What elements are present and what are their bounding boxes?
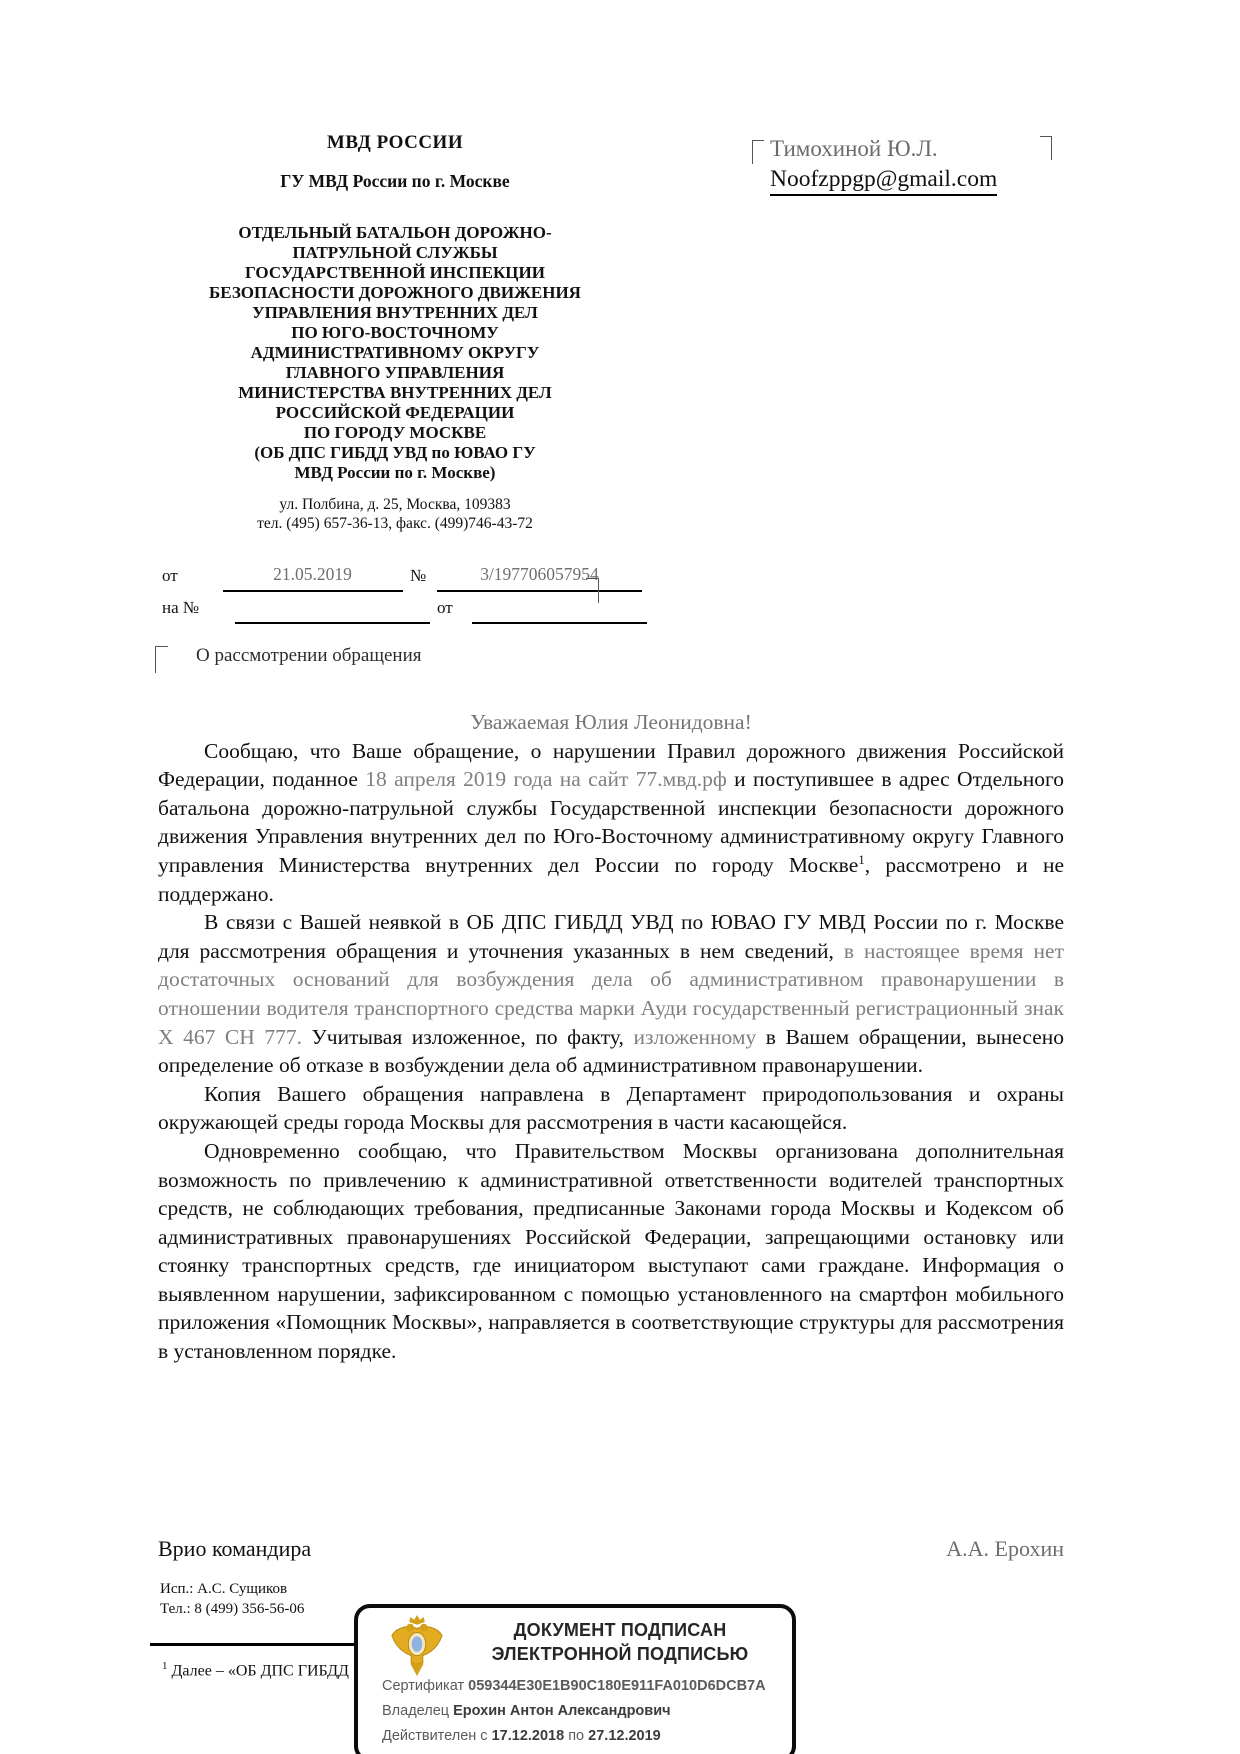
- paragraph: Сообщаю, что Ваше обращение, о нарушении Правил дорожного движения Российской Федерации, поданное 18 апреля 2019 года на сайт 77.мвд.рф и поступившее в адрес Отдельного батальона дорожно-патрульной службы Государственной инспекции безопасности дорожного движения Управления внутренних дел по Юго-Восточному административному округу Главного управления Министерства внутренних дел России по городу Москве$^1$, рассмотрено и не поддержано.: [158, 738, 1064, 906]
- ref-from-label: от: [162, 566, 178, 585]
- sender-unit-line: РОССИЙСКОЙ ФЕДЕРАЦИИ: [275, 403, 515, 422]
- subject-corner-right-mark: [586, 578, 599, 603]
- stamp-title-line2: ЭЛЕКТРОННОЙ ПОДПИСЬЮ: [491, 1644, 749, 1664]
- sender-header: [148, 132, 642, 533]
- stamp-owner-value: Ерохин Антон Александрович: [453, 1703, 671, 1719]
- executor-name: Исп.: А.С. Сущиков: [160, 1581, 288, 1597]
- signature-position: Врио командира: [158, 1536, 312, 1561]
- body-paragraphs: [158, 737, 1064, 1366]
- ref-date-value: 21.05.2019: [273, 564, 352, 584]
- sender-unit-line: ПО ЮГО-ВОСТОЧНОМУ: [291, 323, 499, 342]
- footnote-separator: [150, 1643, 362, 1646]
- executor-block: [160, 1580, 304, 1619]
- ref-reply-underline: [235, 622, 430, 624]
- stamp-info: [382, 1674, 782, 1749]
- stamp-title-line1: ДОКУМЕНТ ПОДПИСАН: [513, 1620, 727, 1640]
- executor-phone: Тел.: 8 (499) 356-56-06: [160, 1600, 305, 1617]
- sender-unit-line: ГОСУДАРСТВЕННОЙ ИНСПЕКЦИИ: [245, 263, 545, 282]
- stamp-valid-from: 17.12.2018: [491, 1728, 565, 1744]
- subject-corner-left-mark: [155, 646, 168, 673]
- subject-line: О рассмотрении обращения: [196, 645, 422, 666]
- sender-unit-line: ГЛАВНОГО УПРАВЛЕНИЯ: [285, 363, 505, 382]
- stamp-certificate-value: 059344E30E1B90C180E911FA010D6DCB7A: [468, 1678, 766, 1694]
- electronic-signature-stamp: [354, 1604, 796, 1754]
- ref-reply-from-underline: [472, 622, 647, 624]
- mvd-eagle-emblem-icon: [388, 1614, 446, 1678]
- recipient-name: Тимохиной Ю.Л.: [770, 136, 938, 161]
- ref-date-underline: [223, 590, 403, 592]
- sender-directorate: ГУ МВД России по г. Москве: [280, 171, 510, 191]
- stamp-valid-to-label: по: [564, 1728, 589, 1744]
- sender-address-line1: ул. Полбина, д. 25, Москва, 109383: [279, 496, 511, 513]
- sender-unit-line: АДМИНИСТРАТИВНОМУ ОКРУГУ: [250, 343, 540, 362]
- ref-reply-label: на №: [162, 598, 200, 617]
- sender-address: [148, 496, 642, 533]
- sender-unit-line: ПО ГОРОДУ МОСКВЕ: [303, 423, 487, 442]
- sender-address-line2: тел. (495) 657-36-13, факс. (499)746-43-72: [257, 514, 533, 532]
- letter-body: [158, 708, 1064, 1366]
- sender-unit-line: ПАТРУЛЬНОЙ СЛУЖБЫ: [292, 243, 498, 262]
- stamp-validity-line: [382, 1724, 782, 1749]
- recipient-email: Noofzppgp@gmail.com: [770, 166, 997, 196]
- signature-name: А.А. Ерохин: [946, 1536, 1064, 1561]
- footnote-marker: 1: [162, 1660, 168, 1672]
- signature-row: [158, 1536, 1064, 1562]
- stamp-title: [462, 1618, 778, 1666]
- ref-reply-from-label: от: [437, 598, 453, 617]
- sender-unit-name: [148, 223, 642, 483]
- paragraph: Копия Вашего обращения направлена в Департамент природопользования и охраны окружающей среды города Москвы для рассмотрения в части касающейся.: [158, 1081, 1064, 1135]
- sender-unit-line: УПРАВЛЕНИЯ ВНУТРЕННИХ ДЕЛ: [252, 303, 538, 322]
- paragraph: В связи с Вашей неявкой в ОБ ДПС ГИБДД УВД по ЮВАО ГУ МВД России по г. Москве для рассмотрения обращения и уточнения указанных в нем сведений, в настоящее время нет достаточных оснований для возбуждения дела об административном правонарушении в отношении водителя транспортного средства марки Ауди государственный регистрационный знак Х 467 СН 777. Учитывая изложенное, по факту, изложенному в Вашем обращении, вынесено определение об отказе в возбуждении дела об административном правонарушении.: [158, 910, 1064, 1078]
- sender-unit-line: ОТДЕЛЬНЫЙ БАТАЛЬОН ДОРОЖНО-: [238, 223, 552, 242]
- salutation: Уважаемая Юлия Леонидовна!: [470, 710, 752, 734]
- recipient-corner-left-mark: [752, 140, 764, 164]
- footnote-text: Далее – «ОБ ДПС ГИБДД: [167, 1662, 349, 1680]
- ref-number-underline: [437, 590, 642, 592]
- stamp-certificate-line: [382, 1674, 782, 1699]
- stamp-owner-label: Владелец: [382, 1703, 454, 1719]
- ref-number-label: №: [410, 566, 427, 585]
- stamp-owner-line: [382, 1699, 782, 1724]
- stamp-certificate-label: Сертификат: [382, 1678, 469, 1694]
- ref-number-value: 3/197706057954: [480, 564, 599, 584]
- sender-ministry: МВД РОССИИ: [326, 132, 464, 153]
- stamp-valid-prefix: Действителен с: [382, 1728, 492, 1744]
- sender-unit-line: (ОБ ДПС ГИБДД УВД по ЮВАО ГУ: [254, 443, 536, 462]
- stamp-valid-to: 27.12.2019: [588, 1728, 661, 1744]
- sender-unit-line: МВД России по г. Москве): [294, 463, 496, 482]
- recipient-corner-right-mark: [1040, 136, 1052, 160]
- sender-unit-line: БЕЗОПАСНОСТИ ДОРОЖНОГО ДВИЖЕНИЯ: [209, 283, 581, 302]
- footnote: [162, 1660, 349, 1680]
- sender-unit-line: МИНИСТЕРСТВА ВНУТРЕННИХ ДЕЛ: [238, 383, 552, 402]
- paragraph: Одновременно сообщаю, что Правительством Москвы организована дополнительная возможность по привлечению к административной ответственности водителей транспортных средств, не соблюдающих требования, предписанные Законами города Москвы и Кодексом об административных правонарушениях Российской Федерации, запрещающими остановку или стоянку транспортных средств, где инициатором выступают сами граждане. Информация о выявленном нарушении, зафиксированном с помощью установленного на смартфон мобильного приложения «Помощник Москвы», направляется в соответствующие структуры для рассмотрения в установленном порядке.: [158, 1138, 1064, 1364]
